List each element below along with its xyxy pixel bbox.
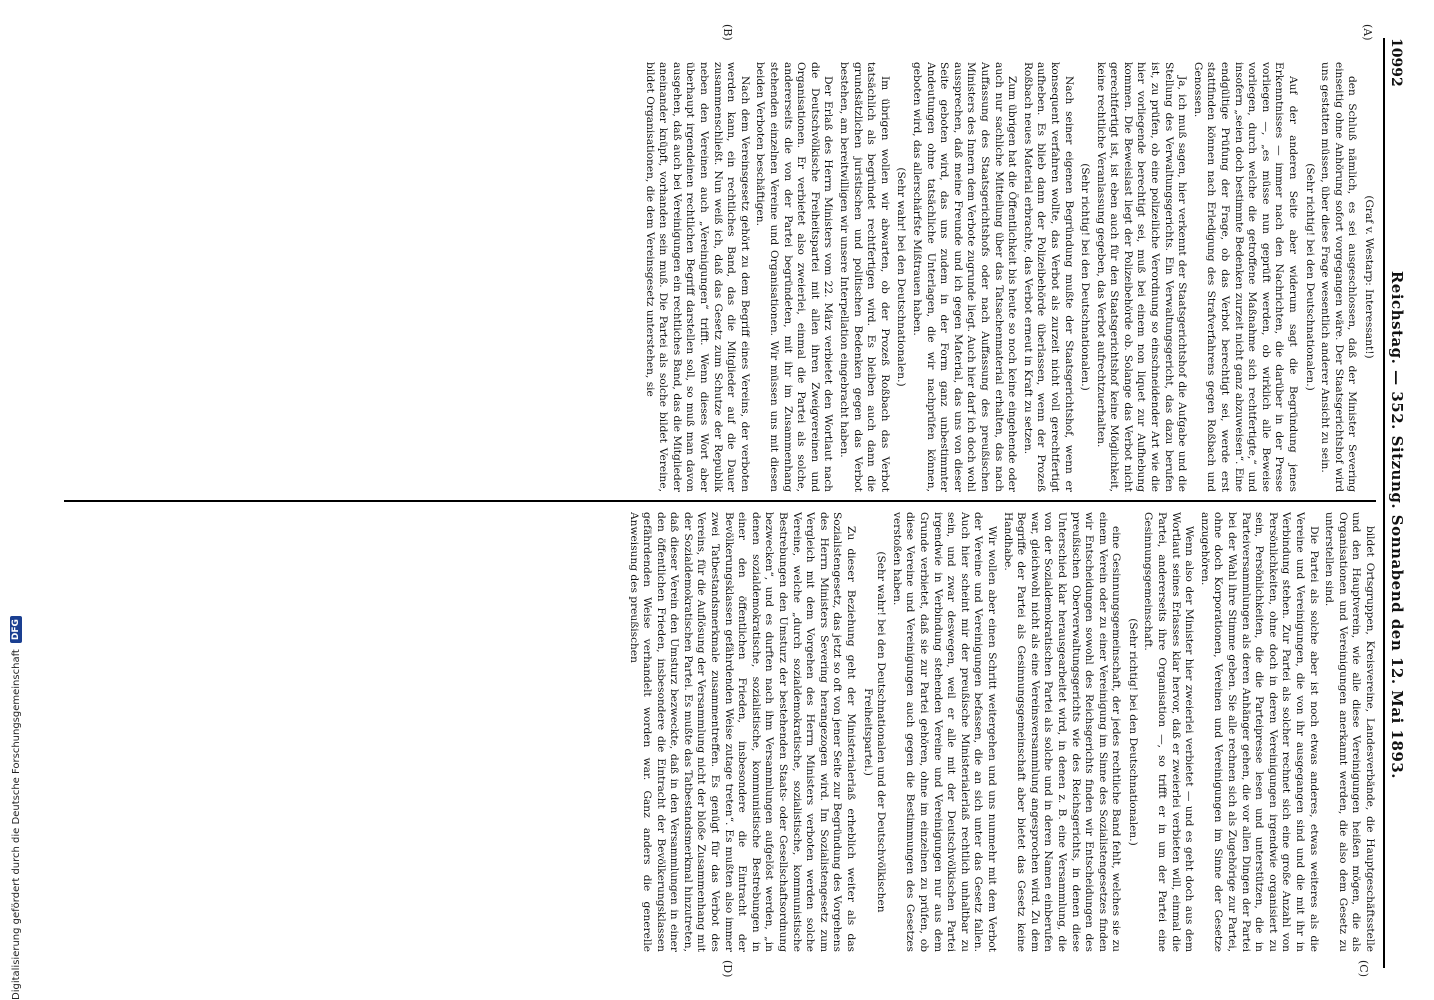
left-column	[64, 62, 1376, 492]
right-column	[64, 512, 1376, 952]
interjection-note: (Sehr wahr! bei den Deutschnationalen.)	[895, 167, 908, 387]
dfg-logo: DFG	[10, 616, 22, 643]
paragraph: Zum übrigen hat die Öffentlichkeit bis heute so noch keine eingehende oder auch nur sachliche Mitteilung über das Tatsachenmaterial erhalten, das nach Auffassung des Staatsgerichtshofs oder nach Auffassung des preußischen Ministers des Innern dem Verbote zugrunde liegt. Auch hier darf ich doch wohl aussprechen, daß meine Freunde und ich gegen Material, das uns von dieser Seite geboten wird, das uns zudem in der Form ganz unbestimmter Andeutungen ohne tatsächliche Unterlagen, die wir nachprüfen können, geboten wird, das allerschärfste Mißtrauen haben.	[911, 62, 1019, 492]
paragraph: Nach seiner eigenen Begründung mußte der Staatsgerichtshof, wenn er konsequent verfahren wollte, das Verbot als zurzeit nicht voll gerechtfertigt aufheben. Es blieb dann der Polizeibehörde überlassen, wenn der Prozeß Roßbach neues Material erbrachte, das Verbot erneut in Kraft zu setzen.	[1021, 62, 1075, 492]
paragraph: den Schluß nämlich, es sei ausgeschlossen, daß der Minister Severing einseitig ohne Anhörung sofort vorgegangen wäre. Der Staatsgerichtshof wird uns gestatten müssen, über diese Frage wesentlich anderer Ansicht zu sein.	[1319, 62, 1359, 492]
interjection-note: (Sehr richtig! bei den Deutschnationalen.)	[1126, 618, 1139, 846]
paragraph: Der Erlaß des Herrn Ministers vom 22. März verbietet den Wortlaut nach die Deutschvölkische Freiheitspartei mit allen ihren Zweigvereinen und Organisationen. Er verbietet also zweierlei, einmal die Partei als solche, andererseits die von der Partei begründeten, mit ihr im Zusammenhang stehenden einzelnen Vereine und Organisationen. Wir müssen uns mit diesen beiden Verboten beschäftigen.	[754, 62, 835, 492]
paragraph: Nach dem Vereinsgesetz gehört zu dem Begriff eines Vereins, der verboten werden kann, ein rechtliches Band, das die Mitglieder auf die Dauer zusammenschließt. Nun weiß ich, daß das Gesetz zum Schutze der Republik neben den Vereinen auch „Vereinigungen“ trifft. Wenn dieses Wort aber überhaupt irgendeinen rechtlichen Begriff darstellen soll, so muß man davon ausgehen, daß auch bei Vereinigungen ein rechtliches Band, das die Mitglieder aneinander knüpft, vorhanden sein muß. Die Partei als solche bildet Vereine, bildet Organisationen, die dem Vereinsgesetz unterstehen, sie	[643, 62, 751, 492]
interjection-note: (Graf v. Westarp: Interessant!)	[1363, 195, 1375, 359]
paragraph: Wir wollen aber einen Schritt weitergehen und uns nunmehr mit dem Verbot der Vereine und Vereinigungen befassen, die an sich unter das Gesetz fallen. Auch hier scheint mir der preußische Ministerialerlaß rechtlich unhaltbar zu sein, und zwar deswegen, weil er alle mit der Deutschvölkischen Partei irgendwie in Verbindung stehenden Vereine und Vereinigungen nur aus dem Grunde verbietet, daß sie zur Partei gehören, ohne im einzelnen zu prüfen, ob diese Vereine und Vereinigungen auch gegen die Bestimmungen des Gesetzes verstoßen haben.	[890, 512, 998, 952]
credit-text: Digitalisierung gefördert durch die Deutsche Forschungsgemeinschaft	[10, 649, 22, 1000]
page-header	[1383, 38, 1418, 968]
digitization-credit	[5, 0, 27, 1000]
margin-marker-d: (D)	[721, 960, 734, 978]
interjection-note: (Sehr wahr! bei den Deutschnationalen und der Deutschvölkischen Freiheitspartei.)	[861, 551, 888, 913]
paragraph: bildet Ortsgruppen, Kreisvereine, Landesverbände, die Hauptgeschäftsstelle und den Hauptverein, wie alle diese Vereinigungen heißen mögen, die als Organisationen und Vereinigungen anerkannt werden, die also dem Gesetz zu unterstellen sind.	[1323, 512, 1376, 952]
margin-marker-c: (C)	[1357, 960, 1370, 977]
column-divider	[64, 500, 1376, 502]
paragraph: Im übrigen wollen wir abwarten, ob der Prozeß Roßbach das Verbot tatsächlich als begründet rechtfertigen wird. Es bleiben auch dann die grundsätzlichen juristischen und politischen Bedenken gegen das Verbot bestehen, am bereitwilligen wir unsere Interpellation eingebracht haben.	[838, 62, 891, 492]
paragraph: Ja, ich muß sagen, hier verkennt der Staatsgerichtshof die Aufgabe und die Stellung des Verwaltungsgerichts. Ein Verwaltungsgericht, das dazu berufen ist, zu prüfen, ob eine polizeiliche Verordnung so einschneidender Art wie die hier vorliegende berechtigt sei, muß bei einem non liquet zur Aufhebung kommen. Die Beweislast liegt der Polizeibehörde ob. Solange das Verbot nicht gerechtfertigt ist, ist eben auch für den Staatsgerichtshof keine Möglichkeit, keine rechtliche Veranlassung gegeben, das Verbot aufrechtzuerhalten.	[1094, 62, 1189, 492]
paragraph: Auf der anderen Seite aber widerum sagt die Begründung jenes Erkenntnisses — immer nach den Nachrichten, die darüber in der Presse vorliegen —, „es müsse nun geprüft werden, ob wirklich alle Beweise vorliegen, durch welche die getroffene Maßnahme sich rechtfertigte,“ und insofern „seien doch bestimmte Bedenken zurzeit nicht ganz abzuweisen“. Eine endgültige Prüfung der Frage, ob das Verbot berechtigt sei, werde erst stattfinden können nach Erledigung des Strafverfahrens gegen Roßbach und Genossen.	[1191, 62, 1300, 492]
header-spacer	[1388, 963, 1404, 968]
paragraph: Die Partei als solche aber ist noch etwas anderes, etwas weiteres als die Vereine und Vereinigungen, die von ihr ausgegangen sind und die mit ihr in Verbindung stehen. Zur Partei als solcher rechnet sich eine große Anzahl von Persönlichkeiten, ohne doch in deren Vereinigungen irgendwie organisiert zu sein, Persönlichkeiten, die die Parteipresse lesen und unterstützen, die in Parteiversammlungen als deren Anhänger gehen, die vor allen Dingen der Partei bei der Wahl ihre Stimme geben. Sie alle rechnen sich als Zugehörige zur Partei, ohne doch Korporationen, Vereinen und Vereinigungen im Sinne der Gesetze anzugehören.	[1198, 512, 1320, 952]
margin-marker-a: (A)	[1361, 24, 1374, 41]
paragraph: Wenn also der Minister hier zweierlei verbietet — und es geht doch aus dem Wortlaut seines Erlasses klar hervor, daß er zweierlei verbieten will, einmal die Partei, andererseits ihre Organisation —, so trifft er in um der Partei eine Gesinnungsgemeinschaft.	[1142, 512, 1196, 952]
margin-marker-b: (B)	[721, 24, 734, 41]
running-title: Reichstag. — 352. Sitzung. Sonnabend den 12. Mai 1893.	[1388, 270, 1406, 780]
paragraph: eine Gesinnungsgemeinschaft, der jedes rechtliche Band fehlt, welches sie zu einem Verein oder zu einer Vereinigung im Sinne des Sozialistengesetzes finden wir Entscheidungen sowohl des Reichsgerichts finden wir Entscheidungen des preußischen Oberverwaltungsgerichts wie des Reichsgerichts, in denen diese Unterschied klar herausgearbeitet wird, in denen z. B. eine Versammlung, die von der Sozialdemokratischen Partei als solche und in deren Namen einberufen war, gleichwohl nicht als eine Vereinsversammlung angesprochen wird. Zu dem Begriffe der Partei als Gesinnungsgemeinschaft aber bietet das Gesetz keine Handhabe.	[1001, 512, 1123, 952]
interjection-note: (Sehr richtig! bei den Deutschnationalen.)	[1303, 163, 1316, 391]
page-number: 10992	[1388, 38, 1404, 87]
interjection-note: (Sehr richtig! bei den Deutschnationalen.)	[1079, 163, 1092, 391]
paragraph: Zu dieser Beziehung geht der Ministerialerlaß erheblich weiter als das Sozialistengesetz, das jetzt so oft von jener Seite zur Begründung des Vorgehens des Herrn Ministers Severing herangezogen wird. Im Sozialistengesetz zum Vergleich mit dem Vorgehen des Herrn Ministers verboten werden solche Vereine, welche „durch sozialdemokratische, sozialistische, kommunistische Bestrebungen den Umsturz der bestehenden Staats- oder Gesellschaftsordnung bezwecken“, und es durften nach ihm Versammlungen aufgelöst werden, „in denen sozialdemokratische, sozialistische, kommunistische Bestrebungen in einer den öffentlichen Frieden, insbesondere die Eintracht der Bevölkerungsklassen gefährdenden Weise zutage treten“. Es mußten also immer zwei Tatbestandsmerkmale zusammentreffen. Es genügt für das Verbot des Vereins, für die Auflösung der Versammlung nicht der bloße Zusammenhang mit der Sozialdemokratischen Partei. Es mußte das Tatbestandsmerkmal hinzutreten, daß dieser Verein den Umsturz bezweckte, daß in den Versammlungen in einer den öffentlichen Frieden, insbesondere die Eintracht der Bevölkerungsklassen gefährdenden Weise verhandelt worden war. Ganz anders die generelle Anweisung des preußischen	[627, 512, 858, 952]
